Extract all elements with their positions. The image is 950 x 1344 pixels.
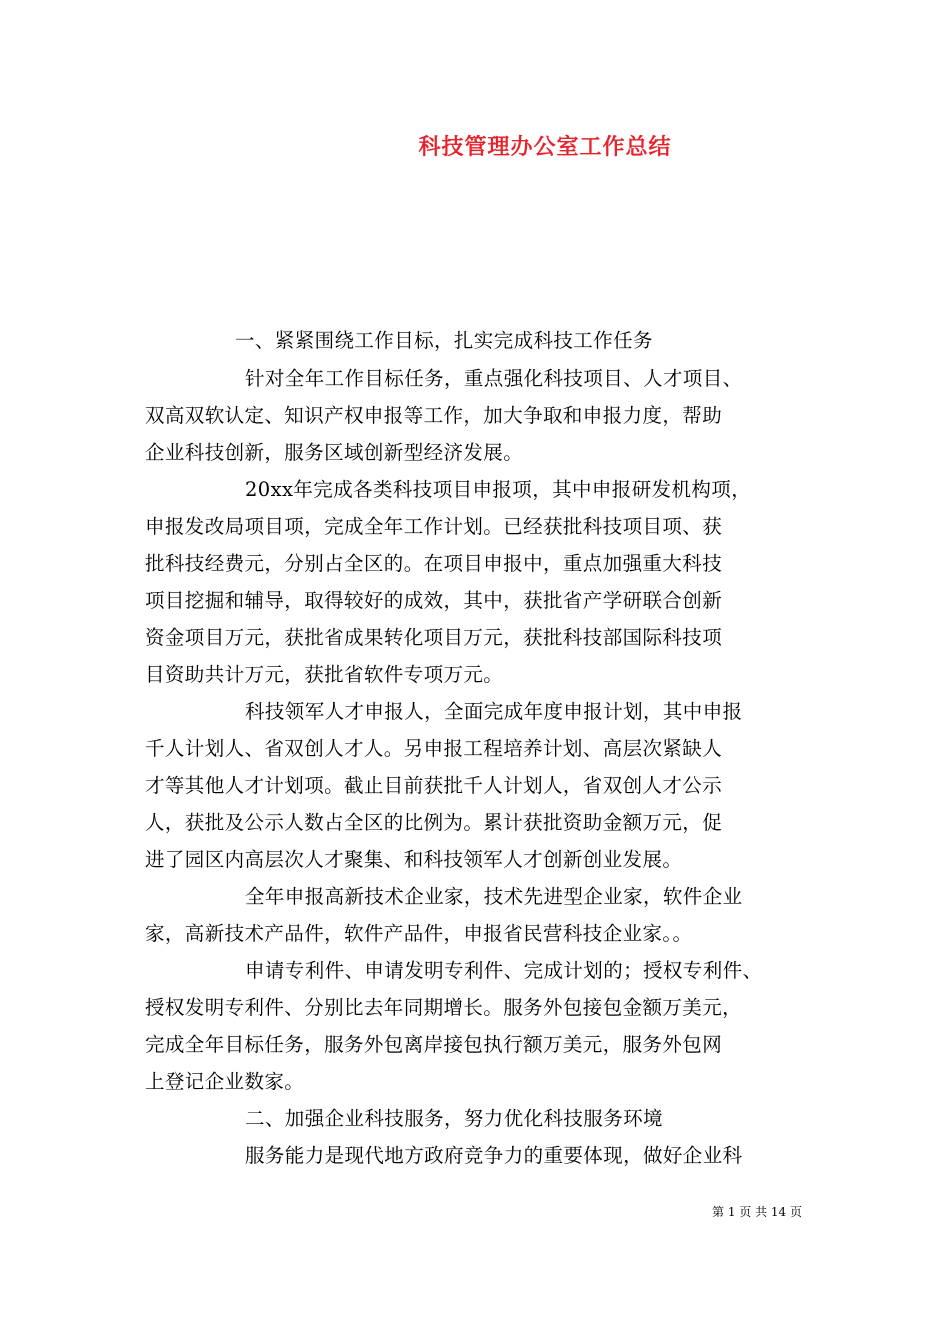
paragraph-line: 才等其他人才计划项。截止目前获批千人计划人，省双创人才公示 [145,774,723,797]
paragraph-line: 家，高新技术产品件，软件产品件，申报省民营科技企业家。。 [145,922,693,945]
paragraph-line: 完成全年目标任务，服务外包离岸接包执行额万美元，服务外包网 [145,1033,723,1056]
paragraph-line: 进了园区内高层次人才聚集、和科技领军人才创新创业发展。 [145,848,683,871]
paragraph-line: 授权发明专利件、分别比去年同期增长。服务外包接包金额万美元， [145,996,743,1019]
paragraph-line: 申请专利件、申请发明专利件、完成计划的；授权专利件、 [245,959,763,982]
paragraph-line: 项目挖掘和辅导，取得较好的成效，其中，获批省产学研联合创新 [145,589,723,612]
paragraph-line: 申报发改局项目项，完成全年工作计划。已经获批科技项目项、获 [145,515,723,538]
section-heading-2: 二、加强企业科技服务，努力优化科技服务环境 [245,1107,663,1130]
section-heading-1: 一、紧紧围绕工作目标，扎实完成科技工作任务 [235,329,653,352]
paragraph-line: 批科技经费元，分别占全区的。在项目申报中，重点加强重大科技 [145,552,723,575]
paragraph-line: 针对全年工作目标任务，重点强化科技项目、人才项目、 [245,367,743,390]
paragraph-line: 企业科技创新，服务区域创新型经济发展。 [145,441,524,464]
document-title: 科技管理办公室工作总结 [418,135,672,160]
paragraph-line: 上登记企业数家。 [145,1070,305,1093]
paragraph-line: 服务能力是现代地方政府竞争力的重要体现，做好企业科 [245,1144,743,1167]
page-footer: 第 1 页 共 14 页 [712,1205,802,1219]
paragraph-line: 资金项目万元，获批省成果转化项目万元，获批科技部国际科技项 [145,626,723,649]
paragraph-line: 科技领军人才申报人，全面完成年度申报计划，其中申报 [245,700,743,723]
paragraph-line: 千人计划人、省双创人才人。另申报工程培养计划、高层次紧缺人 [145,737,723,760]
paragraph-line: 人，获批及公示人数占全区的比例为。累计获批资助金额万元，促 [145,811,723,834]
paragraph-line: 20xx年完成各类科技项目申报项，其中申报研发机构项， [245,478,752,501]
paragraph-line: 全年申报高新技术企业家，技术先进型企业家，软件企业 [245,885,743,908]
paragraph-line: 目资助共计万元，获批省软件专项万元。 [145,663,504,686]
paragraph-line: 双高双软认定、知识产权申报等工作，加大争取和申报力度，帮助 [145,404,723,427]
